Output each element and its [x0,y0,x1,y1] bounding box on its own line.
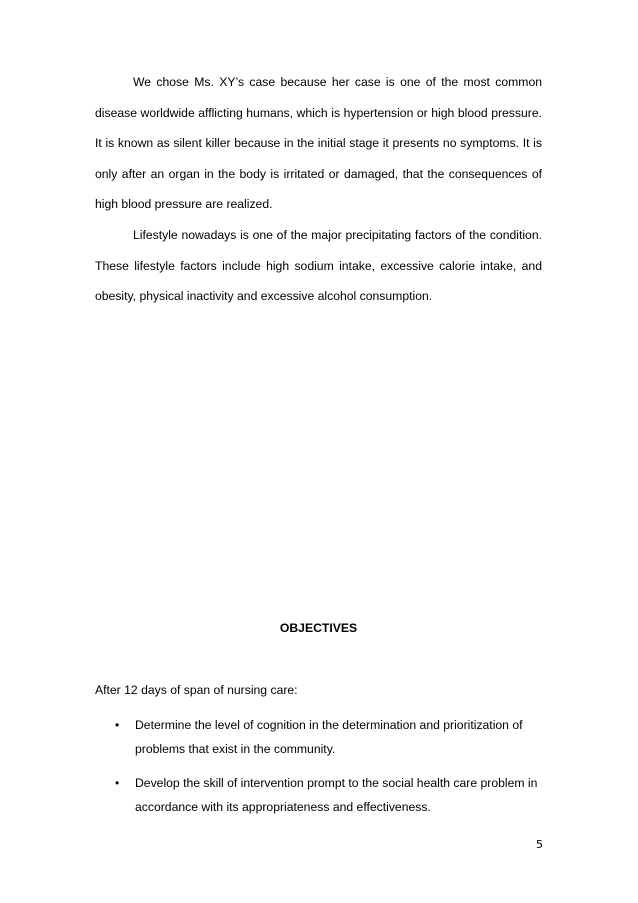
objective-text: Develop the skill of intervention prompt to the social health care problem in accordance with its appropriateness and effectiveness. [135,776,538,814]
page-number: 5 [536,838,543,851]
list-item [95,771,542,819]
objective-text: Determine the level of cognition in the determination and prioritization of problems that exist in the community. [135,718,523,756]
objectives-list [95,713,542,829]
paragraph-lifestyle-factors: Lifestyle nowadays is one of the major precipitating factors of the condition. These lifestyle factors include high sodium intake, excessive calorie intake, and obesity, physical inactivity and excessive alcohol consumption. [95,228,542,303]
bullet-icon: • [115,776,120,790]
bullet-icon: • [115,718,120,732]
objectives-heading: OBJECTIVES [279,621,358,635]
paragraph-case-rationale: We chose Ms. XY’s case because her case is one of the most common disease worldwide afflicting humans, which is hypertension or high blood pressure. It is known as silent killer because in the initial stage it presents no symptoms. It is only after an organ in the body is irritated or damaged, that the consequences of high blood pressure are realized. [95,75,542,211]
list-item [95,713,542,761]
objectives-intro: After 12 days of span of nursing care: [95,683,298,697]
